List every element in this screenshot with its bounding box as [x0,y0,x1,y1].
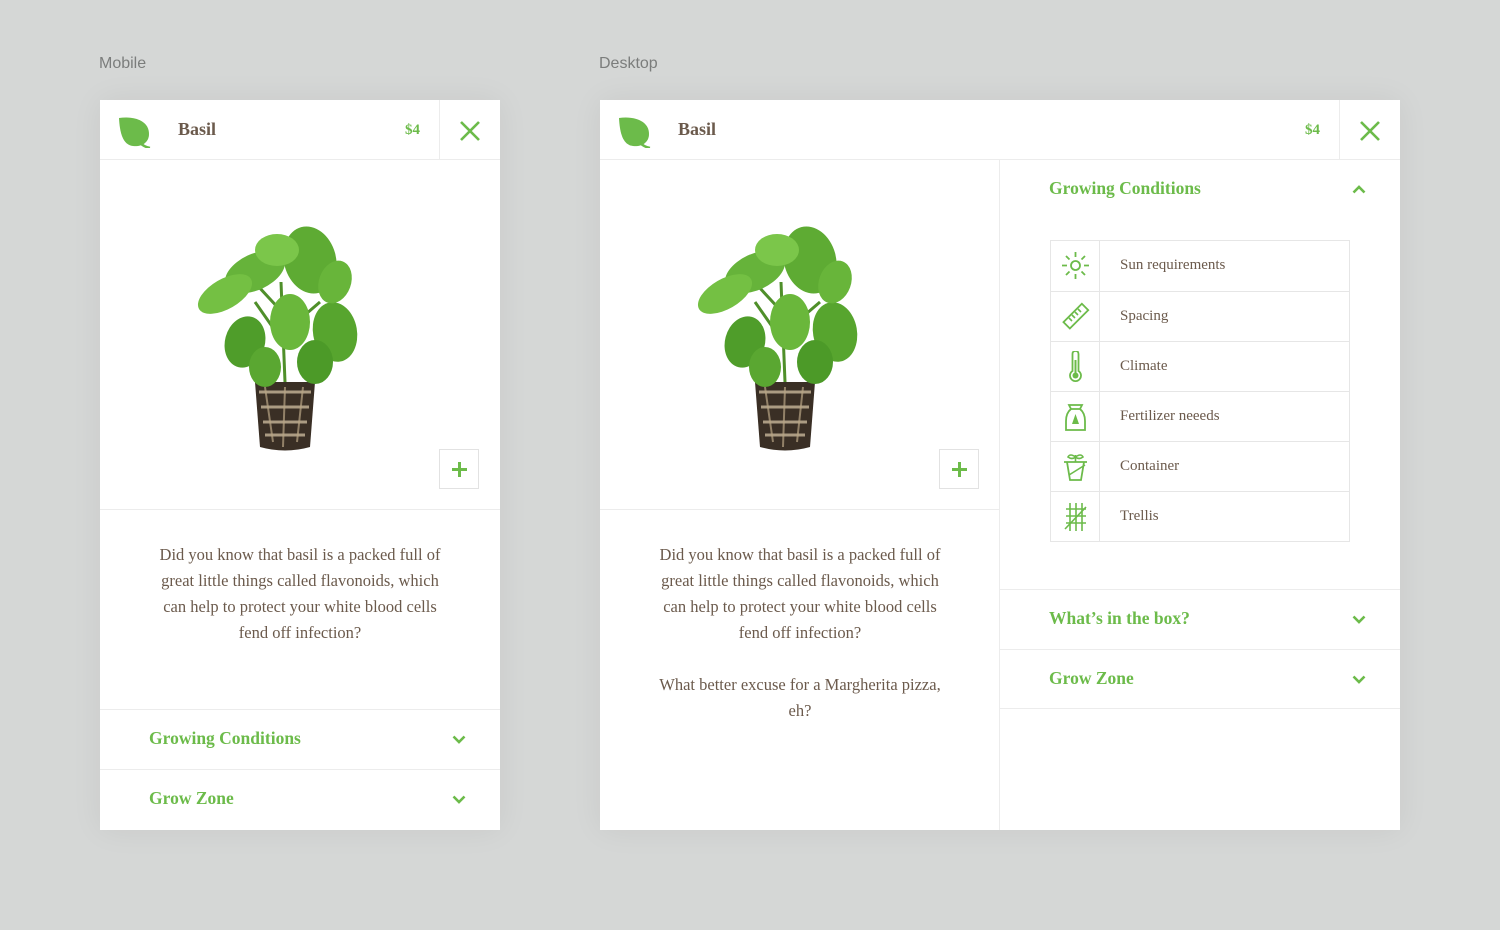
condition-label: Climate [1120,358,1168,374]
accordion-growing-conditions[interactable] [1000,160,1400,220]
chevron-down-icon [1352,675,1366,684]
close-icon [460,121,480,141]
chevron-down-icon [1352,615,1366,624]
condition-label: Trellis [1120,508,1159,524]
leaf-icon [117,116,151,148]
thermometer-icon [1060,351,1091,382]
container-icon [1060,451,1091,482]
accordion-growing-conditions[interactable] [100,709,500,769]
product-description [150,542,450,646]
basil-plant-image [685,222,885,457]
condition-row-trellis[interactable] [1051,491,1349,541]
condition-row-fertilizer[interactable] [1051,391,1349,441]
add-to-cart-button[interactable] [939,449,979,489]
condition-label: Spacing [1120,308,1169,324]
mobile-product-card [100,100,500,830]
close-button[interactable] [439,100,500,160]
sun-icon [1060,250,1091,281]
leaf-icon [617,116,651,148]
description-paragraph: What better excuse for a Margherita pizza, eh? [659,675,941,720]
close-button[interactable] [1339,100,1400,160]
product-title: Basil [178,119,217,139]
product-image-area [600,160,1000,510]
plus-icon [451,461,468,478]
chevron-down-icon [452,795,466,804]
ruler-icon [1060,301,1091,332]
product-price: $4 [405,122,420,138]
condition-row-climate[interactable] [1051,341,1349,391]
condition-label: Fertilizer neeeds [1120,408,1220,424]
accordion-label: Grow Zone [1049,668,1134,688]
product-price: $4 [1305,122,1320,138]
column-divider [999,160,1000,830]
card-header [600,100,1400,160]
plus-icon [951,461,968,478]
desktop-section-label: Desktop [599,55,658,72]
chevron-down-icon [452,735,466,744]
accordion-label: What’s in the box? [1049,608,1190,628]
trellis-icon [1060,501,1091,532]
accordion-label: Growing Conditions [1049,178,1201,198]
card-header [100,100,500,160]
close-icon [1360,121,1380,141]
add-to-cart-button[interactable] [439,449,479,489]
condition-row-spacing[interactable] [1051,291,1349,341]
desktop-product-card [600,100,1400,830]
accordion-label: Growing Conditions [149,728,301,748]
basil-plant-image [185,222,385,457]
chevron-up-icon [1352,185,1366,194]
condition-row-sun[interactable] [1051,241,1349,291]
mobile-section-label: Mobile [99,55,147,72]
condition-row-container[interactable] [1051,441,1349,491]
accordion-label: Grow Zone [149,788,234,808]
fertilizer-icon [1060,401,1091,432]
product-description [650,542,950,724]
accordion-grow-zone[interactable] [100,769,500,829]
condition-label: Sun requirements [1120,257,1226,273]
product-image-area [100,160,500,510]
accordion-whats-in-the-box[interactable] [1000,589,1400,649]
product-title: Basil [678,119,717,139]
growing-conditions-table [1050,240,1350,542]
description-paragraph: Did you know that basil is a packed full of great little things called flavonoids, which can help to protect your white blood cells fend off infection? [159,545,441,642]
accordion-grow-zone[interactable] [1000,649,1400,709]
description-paragraph: Did you know that basil is a packed full of great little things called flavonoids, which can help to protect your white blood cells fend off infection? [659,545,941,642]
condition-label: Container [1120,458,1180,474]
